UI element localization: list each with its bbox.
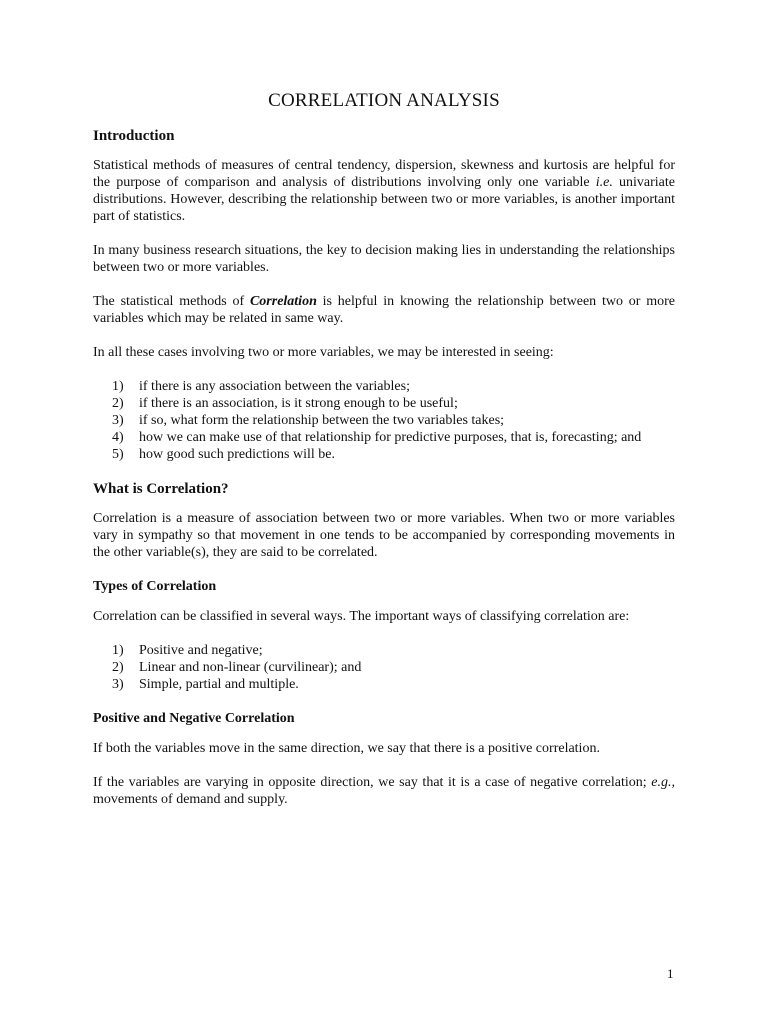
list-item-text: if so, what form the relationship between the two variables takes;: [139, 413, 505, 428]
posneg-paragraph-1: If both the variables move in the same direction, we say that there is a positive correlation.: [93, 741, 600, 756]
list-item-text: how we can make use of that relationship for predictive purposes, that is, forecasting; and: [139, 430, 642, 445]
posneg-paragraph-2: [93, 774, 675, 808]
posneg-p2-text-b: movements of demand and supply.: [93, 792, 288, 807]
what-is-correlation-heading: What is Correlation?: [93, 481, 229, 497]
list-item-text: how good such predictions will be.: [139, 447, 335, 462]
intro-paragraph-4: In all these cases involving two or more variables, we may be interested in seeing:: [93, 345, 554, 360]
list-item-number: 2): [112, 396, 124, 411]
list-item-number: 3): [112, 413, 124, 428]
intro-p3-text-a: The statistical methods of: [93, 294, 250, 309]
list-item-text: if there is any association between the variables;: [139, 379, 410, 394]
list-item-number: 4): [112, 430, 124, 445]
positive-negative-heading: Positive and Negative Correlation: [93, 711, 295, 726]
list-item-text: Positive and negative;: [139, 643, 263, 658]
types-list: [93, 642, 675, 693]
intro-p1-text-a: Statistical methods of measures of central tendency, dispersion, skewness and kurtosis are helpful for the purpose of comparison and analysis of distributions involving only one variable: [93, 158, 675, 190]
intro-paragraph-2: In many business research situations, the key to decision making lies in understanding the relationships between two or more variables.: [93, 243, 675, 275]
list-item: [93, 446, 675, 463]
correlation-term: Correlation: [249, 294, 317, 309]
document-body: [93, 127, 675, 825]
list-item-number: 5): [112, 447, 124, 462]
list-item-number: 2): [112, 660, 124, 675]
list-item: [93, 429, 675, 446]
list-item-text: Linear and non-linear (curvilinear); and: [139, 660, 362, 675]
list-item-text: Simple, partial and multiple.: [139, 677, 299, 692]
list-item-text: if there is an association, is it strong enough to be useful;: [139, 396, 458, 411]
list-item: [93, 395, 675, 412]
intro-p1-text-b: univariate distributions. However, describing the relationship between two or more variables, is another important part of statistics.: [93, 175, 675, 224]
intro-p1-ie: i.e.: [595, 175, 613, 190]
types-of-correlation-heading: Types of Correlation: [93, 579, 217, 594]
what-paragraph-1: Correlation is a measure of association between two or more variables. When two or more variables vary in sympathy so that movement in one tends to be accompanied by corresponding movements in the other variable(s), they are said to be correlated.: [93, 511, 675, 560]
introduction-heading: Introduction: [93, 128, 175, 144]
list-item-number: 1): [112, 643, 124, 658]
page-number: 1: [667, 966, 674, 981]
list-item-number: 1): [112, 379, 124, 394]
posneg-p2-eg: e.g.,: [651, 775, 675, 790]
intro-paragraph-1: [93, 157, 675, 225]
intro-paragraph-3: [93, 293, 675, 327]
types-paragraph-1: Correlation can be classified in several ways. The important ways of classifying correlation are:: [93, 609, 630, 624]
list-item: [93, 659, 675, 676]
intro-p3-text-b: is helpful in knowing the relationship between two or more variables which may be related in same way.: [93, 294, 676, 326]
interest-list: [93, 378, 675, 463]
list-item-number: 3): [112, 677, 124, 692]
document-title: CORRELATION ANALYSIS: [268, 90, 500, 111]
list-item: [93, 642, 675, 659]
list-item: [93, 676, 675, 693]
list-item: [93, 378, 675, 395]
list-item: [93, 412, 675, 429]
posneg-p2-text-a: If the variables are varying in opposite direction, we say that it is a case of negative correlation;: [93, 775, 652, 790]
